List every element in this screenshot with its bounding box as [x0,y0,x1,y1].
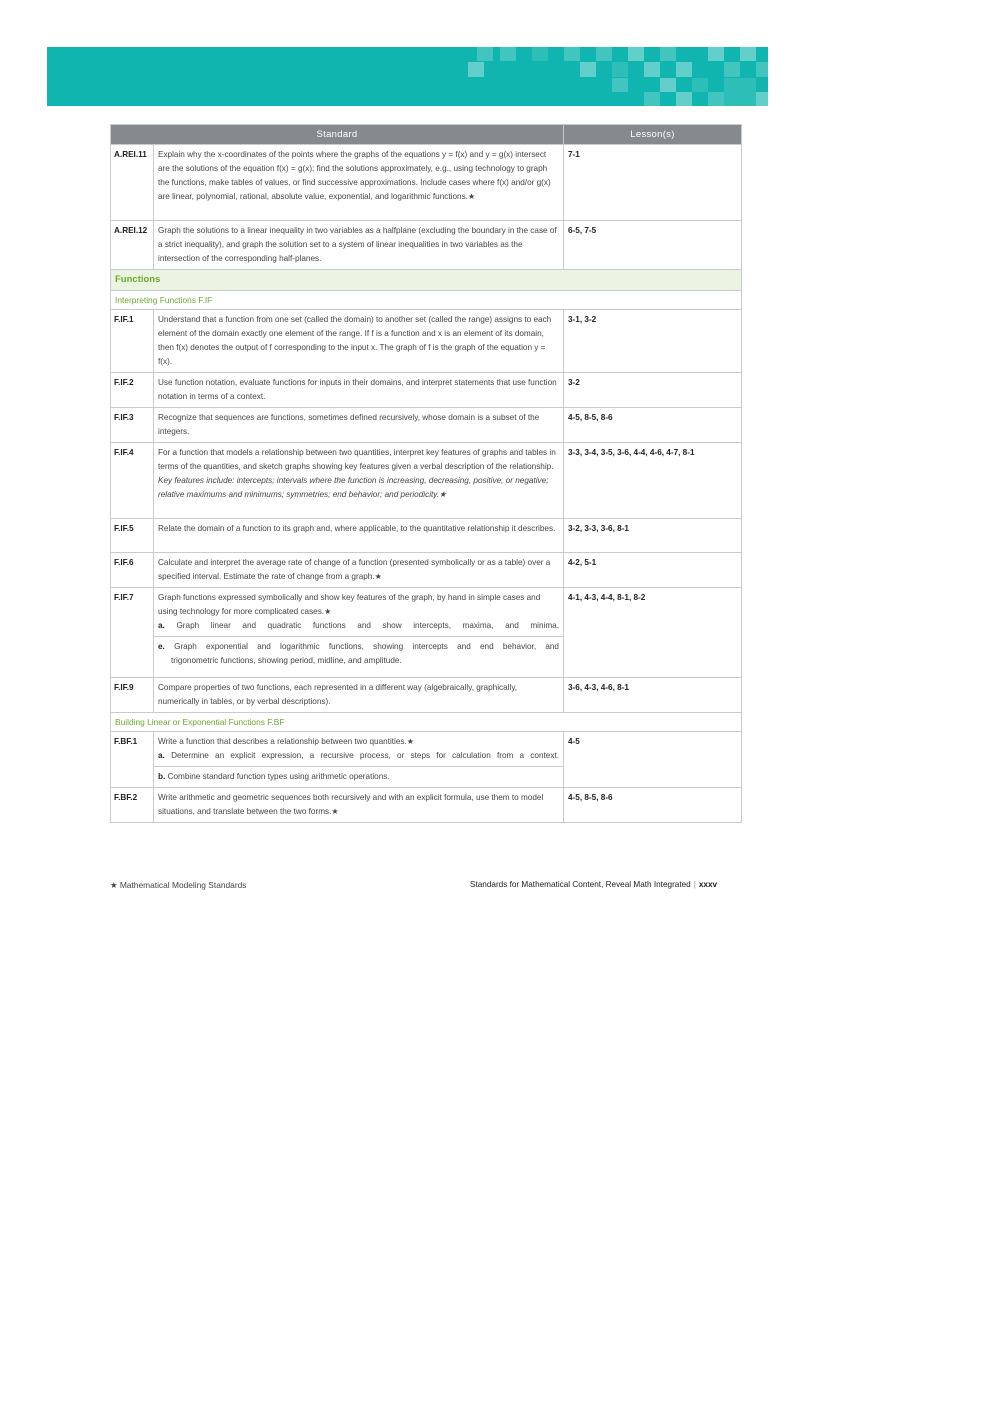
table-row [111,373,742,408]
standard-text: Relate the domain of a function to its graph and, where applicable, to the quantitative relationship it describes. [154,519,564,553]
footer-book-title: Standards for Mathematical Content, Reveal Math Integrated [470,880,691,889]
sub-item-label: b. [158,772,166,781]
lessons-cell: 3-2, 3-3, 3-6, 8-1 [564,519,742,553]
sub-item-a [158,619,559,633]
sub-item-b [154,766,563,784]
domain-row [111,270,742,291]
sub-item-label: e. [158,642,165,651]
lessons-cell: 4-5 [564,732,742,788]
standard-code: A.REI.12 [111,221,154,270]
lessons-cell: 4-5, 8-5, 8-6 [564,408,742,443]
banner-pattern [477,47,493,61]
standard-code: F.IF.9 [111,678,154,713]
lessons-cell: 4-2, 5-1 [564,553,742,588]
table-row [111,310,742,373]
standard-code: A.REI.11 [111,145,154,221]
standard-code: F.BF.1 [111,732,154,788]
sub-item-label: a. [158,751,165,760]
standard-code: F.IF.7 [111,588,154,678]
cluster-title: Interpreting Functions F.IF [111,291,742,310]
standard-text: Write a function that describes a relationship between two quantities.★ [158,737,415,746]
col-header-standard: Standard [111,125,564,145]
lessons-cell: 3-1, 3-2 [564,310,742,373]
sub-item-label: a. [158,621,165,630]
standard-text-block [154,732,564,788]
cluster-title: Building Linear or Exponential Functions F.BF [111,713,742,732]
cluster-row [111,713,742,732]
table-header-row [111,125,742,145]
standard-text: For a function that models a relationship between two quantities, interpret key features of graphs and tables in terms of the quantities, and sketch graphs showing key features given a verbal description of the relationship. [158,448,556,471]
sub-item-text: Combine standard function types using arithmetic operations. [167,772,390,781]
standard-code: F.IF.3 [111,408,154,443]
lessons-cell: 4-5, 8-5, 8-6 [564,788,742,823]
standard-text-italic: Key features include: intercepts; intervals where the function is increasing, decreasing, positive, or negative; relative maximums and minimums; symmetries; end behavior; and periodicity.★ [158,476,549,499]
sub-item-text: Graph exponential and logarithmic functions, showing intercepts and end behavior, and [174,642,559,651]
table-row [111,145,742,221]
standard-text: Explain why the x-coordinates of the points where the graphs of the equations y = f(x) and y = g(x) intersect are the solutions of the equation f(x) = g(x); find the solutions approximately, e.g., using technology to graph the functions, make tables of values, or find successive approximations. Include cases where f(x) and/or g(x) are linear, polynomial, rational, absolute value, exponential, and logarithmic functions.★ [154,145,564,221]
standard-code: F.BF.2 [111,788,154,823]
standard-text: Use function notation, evaluate functions for inputs in their domains, and interpret statements that use function notation in terms of a context. [154,373,564,408]
table-row [111,408,742,443]
standard-text: Recognize that sequences are functions, sometimes defined recursively, whose domain is a subset of the integers. [154,408,564,443]
sub-item-text-cont: trigonometric functions, showing period, midline, and amplitude. [171,656,402,665]
lessons-cell: 4-1, 4-3, 4-4, 8-1, 8-2 [564,588,742,678]
lessons-cell: 3-3, 3-4, 3-5, 3-6, 4-4, 4-6, 4-7, 8-1 [564,443,742,519]
footer-title [470,880,732,889]
header-banner [47,47,768,106]
standard-code: F.IF.2 [111,373,154,408]
table-row [111,678,742,713]
standard-code: F.IF.6 [111,553,154,588]
lessons-cell: 3-6, 4-3, 4-6, 8-1 [564,678,742,713]
sub-item-text: Determine an explicit expression, a recursive process, or steps for calculation from a context. [171,751,559,760]
standard-text-block [154,443,564,519]
table-row [111,788,742,823]
cluster-row [111,291,742,310]
lessons-cell: 7-1 [564,145,742,221]
table-row [111,443,742,519]
sub-item-text: Graph linear and quadratic functions and show intercepts, maxima, and minima. [176,621,559,630]
standard-text: Graph the solutions to a linear inequality in two variables as a halfplane (excluding the boundary in the case of a strict inequality), and graph the solution set to a system of linear inequalities in two variables as the intersection of the corresponding half-planes. [154,221,564,270]
footer-note: ★ Mathematical Modeling Standards [110,880,247,890]
domain-title: Functions [111,270,742,291]
standard-text: Compare properties of two functions, each represented in a different way (algebraically, graphically, numerically in tables, or by verbal descriptions). [154,678,564,713]
col-header-lessons: Lesson(s) [564,125,742,145]
lessons-cell: 3-2 [564,373,742,408]
standards-table [110,124,742,823]
standard-text-block [154,588,564,678]
table-row [111,221,742,270]
lessons-cell: 6-5, 7-5 [564,221,742,270]
table-row [111,732,742,788]
standard-text: Understand that a function from one set (called the domain) to another set (called the range) assigns to each element of the domain exactly one element of the range. If f is a function and x is an element of its domain, then f(x) denotes the output of f corresponding to the input x. The graph of f is the graph of the equation y = f(x). [154,310,564,373]
standard-text: Write arithmetic and geometric sequences both recursively and with an explicit formula, use them to model situations, and translate between the two forms.★ [154,788,564,823]
sub-item-a [158,749,559,763]
standard-text: Graph functions expressed symbolically and show key features of the graph, by hand in simple cases and using technology for more complicated cases.★ [158,593,541,616]
standard-code: F.IF.4 [111,443,154,519]
page-number: xxxv [698,880,718,889]
standard-text: Calculate and interpret the average rate of change of a function (presented symbolically or as a table) over a specified interval. Estimate the rate of change from a graph.★ [154,553,564,588]
table-row [111,519,742,553]
table-row [111,588,742,678]
table-row [111,553,742,588]
sub-item-e-line1 [158,640,559,654]
standard-code: F.IF.5 [111,519,154,553]
sub-item-e [154,636,563,668]
standard-code: F.IF.1 [111,310,154,373]
footer-separator: | [693,880,696,889]
